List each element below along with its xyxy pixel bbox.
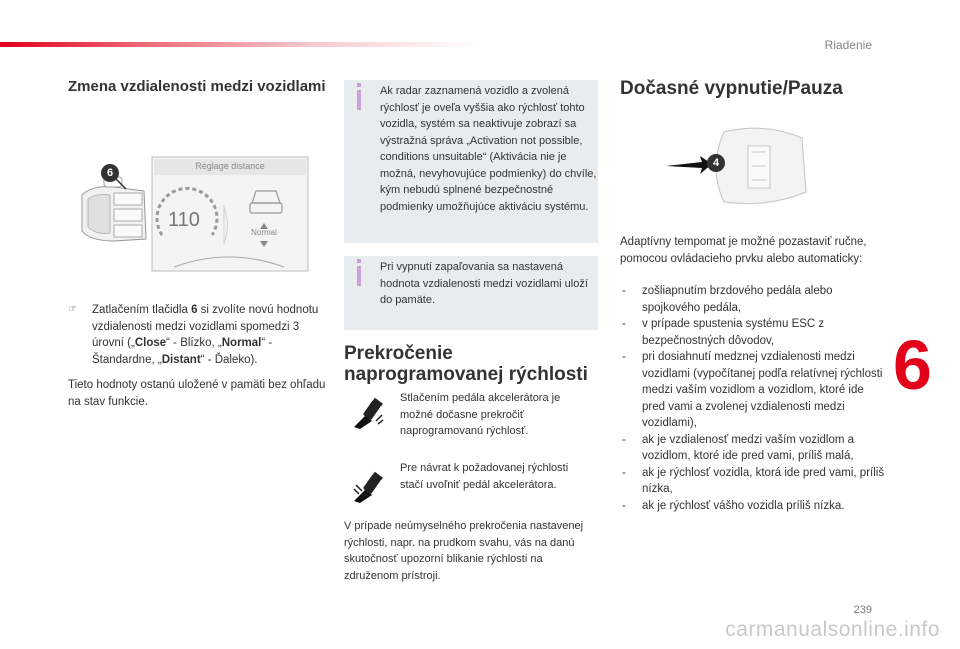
pointing-hand-icon: ☞ [68,304,77,315]
chapter-number: 6 [893,326,932,404]
info-text-radar: Ak radar zaznamená vozidlo a zvolená rýchlosť je oveľa vyššia ako rýchlosť tohto vozidla, systém sa neaktivuje zobrazí sa výstražná správa „Activation not possible, conditions unsuitable“ (Aktivácia nie je možná, nevyhovujúce podmienky) do chvíle, kým nebudú splnené bezpečnostné podmienky umožňujúce aktiváciu systému. [380,85,597,213]
pedal-release-icon [352,471,384,508]
pause-figure [664,122,814,212]
section-label: Riadenie [824,38,872,52]
header-accent-bar [0,42,480,47]
stalk-illustration [664,122,814,212]
info-icon [357,266,361,286]
overspeed-note: V prípade neúmyselného prekročenia nastavenej rýchlosti, napr. na prudkom svahu, vás na danú skutočnosť upozorní blikanie rýchlosti na združenom prístroji. [344,520,584,582]
info-box-memory [344,256,598,330]
figure-callout-6: 6 [106,167,114,179]
list-item: - pri dosiahnutí medznej vzdialenosti medzi vozidlami (vypočítanej podľa relatívnej rýchlosti medzi vaším vozidlom a vozidlom, ktoré ide pred vami a zvolenej vzdialenosti medzi vozidlami), [620,349,886,432]
pedal-release-text: Pre návrat k požadovanej rýchlosti stačí uvoľniť pedál akcelerátora. [400,462,569,491]
info-box-radar [344,80,598,243]
list-item: - ak je rýchlosť vášho vozidla príliš nízka. [620,498,886,515]
list-item: - ak je vzdialenosť medzi vaším vozidlom a vozidlom, ktoré ide pred vami, príliš malá, [620,432,886,465]
page-number: 239 [853,604,872,616]
watermark: carmanualsonline.info [725,618,940,641]
pause-conditions-list [620,283,886,514]
display-title: Réglage distance [195,161,265,171]
section-title-overspeed: Prekročenie naprogramovanej rýchlosti [344,343,588,385]
info-text-memory: Pri vypnutí zapaľovania sa nastavená hodnota vzdialenosti medzi vozidlami uloží do pamäte. [380,261,588,306]
info-icon [357,90,361,110]
list-item: - ak je rýchlosť vozidla, ktorá ide pred vami, príliš nízka, [620,465,886,498]
list-item: - v prípade spustenia systému ESC z bezpečnostných dôvodov, [620,316,886,349]
distance-instruction: ☞ Zatlačením tlačidla 6 si zvolíte novú hodnotu vzdialenosti medzi vozidlami spomedzi 3 úrovní („Close“ - Blízko, „Normal“ - Štandardne, „Distant“ - Ďaleko). [68,302,330,368]
list-item: - zošliapnutím brzdového pedála alebo spojkového pedála, [620,283,886,316]
pedal-press-icon [352,397,384,434]
section-title-pause: Dočasné vypnutie/Pauza [620,78,843,99]
memory-note: Tieto hodnoty ostanú uložené v pamäti bez ohľadu na stav funkcie. [68,379,326,408]
display-speed: 110 [168,209,200,231]
pause-intro: Adaptívny tempomat je možné pozastaviť ručne, pomocou ovládacieho prvku alebo automaticky: [620,236,867,265]
display-distance-setting: Normal [251,228,277,237]
section-title-distance: Zmena vzdialenosti medzi vozidlami [68,78,326,95]
pedal-press-text: Stlačením pedála akcelerátora je možné dočasne prekročiť naprogramovanú rýchlosť. [400,392,561,437]
figure-callout-4: 4 [712,157,720,169]
distance-figure [74,155,310,273]
